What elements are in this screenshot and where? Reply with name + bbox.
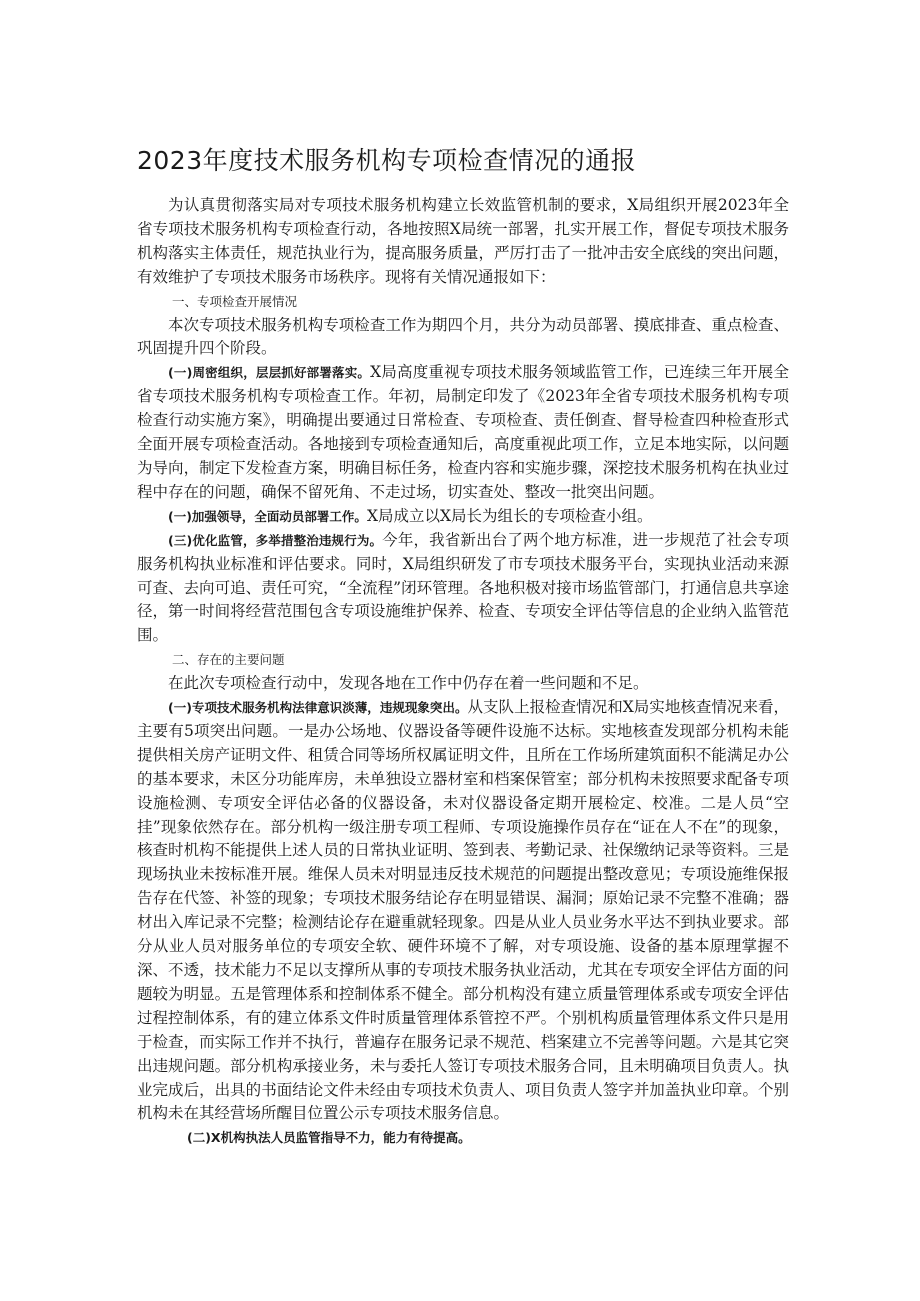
section1-item-1-lead: (一)周密组织，层层抓好部署落实。 [168,365,371,381]
document-body [137,194,789,1150]
section2-item-1 [137,696,789,1126]
section1-item-2 [137,505,789,529]
section2-item-1-text: 从支队上报检查情况和X局实地核查情况来看，主要有5项突出问题。一是办公场地、仪器设备等硬件设施不达标。实地核查发现部分机构未能提供相关房产证明文件、租赁合同等场所权属证明文件，且所在工作场所建筑面积不能满足办公的基本要求，未区分功能库房，未单独设立器材室和档案保管室；部分机构未按照要求配备专项设施检测、专项安全评估必备的仪器设备，未对仪器设备定期开展检定、校准。二是人员“空挂”现象依然存在。部分机构一级注册专项工程师、专项设施操作员存在“证在人不在”的现象，核查时机构不能提供上述人员的日常执业证明、签到表、考勤记录、社保缴纳记录等资料。三是现场执业未按标准开展。维保人员未对明显违反技术规范的问题提出整改意见；专项设施维保报告存在代签、补签的现象；专项技术服务结论存在明显错误、漏洞；原始记录不完整不准确；器材出入库记录不完整；检测结论存在避重就轻现象。四是从业人员业务水平达不到执业要求。部分从业人员对服务单位的专项安全软、硬件环境不了解，对专项设施、设备的基本原理掌握不深、不透，技术能力不足以支撑所从事的专项技术服务执业活动，尤其在专项安全评估方面的问题较为明显。五是管理体系和控制体系不健全。部分机构没有建立质量管理体系或专项安全评估过程控制体系，有的建立体系文件时质量管理体系管控不严。个别机构质量管理体系文件只是用于检查，而实际工作并不执行，普遍存在服务记录不规范、档案建立不完善等问题。六是其它突出违规问题。部分机构承接业务，未与委托人签订专项技术服务合同，且未明确项目负责人。执业完成后，出具的书面结论文件未经由专项技术负责人、项目负责人签字并加盖执业印章。个别机构未在其经营场所醒目位置公示专项技术服务信息。 [137,698,789,1123]
section2-summary: 在此次专项检查行动中，发现各地在工作中仍存在着一些问题和不足。 [168,674,649,693]
section1-item-3-text: 今年，我省新出台了两个地方标准，进一步规范了社会专项服务机构执业标准和评估要求。同时，X局组织研发了市专项技术服务平台，实现执业活动来源可查、去向可追、责任可究，“全流程”闭环管理。各地积极对接市场监管部门，打通信息共享途径，第一时间将经营范围包含专项设施维护保养、检查、专项安全评估等信息的企业纳入监管范围。 [137,530,789,645]
section1-item-1-text: X局高度重视专项技术服务领域监管工作，已连续三年开展全省专项技术服务机构专项检查工作。年初，局制定印发了《2023年全省专项技术服务机构专项检查行动实施方案》，明确提出要通过日常检查、专项检查、责任倒查、督导检查四种检查形式全面开展专项检查活动。各地接到专项检查通知后，高度重视此项工作，立足本地实际，以问题为导向，制定下发检查方案，明确目标任务，检查内容和实施步骤，深挖技术服务机构在执业过程中存在的问题，确保不留死角、不走过场，切实查处、整改一批突出问题。 [137,363,789,501]
section1-heading: 一、专项检查开展情况 [172,293,298,309]
section2-heading: 二、存在的主要问题 [172,652,285,668]
section1-item-2-lead: (一)加强领导，全面动员部署工作。 [168,508,367,524]
section1-summary: 本次专项技术服务机构专项检查工作为期四个月，共分为动员部署、摸底排查、重点检查、巩固提升四个阶段。 [137,315,789,358]
section1-item-3 [137,529,789,649]
section1-item-1 [137,361,789,504]
section2-item-2-lead: (二)X机构执法人员监管指导不力，能力有待提高。 [187,1130,471,1146]
section2-item-1-lead: (一)专项技术服务机构法律意识淡薄，违规现象突出。 [168,700,468,716]
section1-item-3-lead: (三)优化监管，多举措整治违规行为。 [168,532,383,548]
intro-paragraph: 为认真贯彻落实局对专项技术服务机构建立长效监管机制的要求，X局组织开展2023年全省专项技术服务机构专项检查行动，各地按照X局统一部署，扎实开展工作，督促专项技术服务机构落实主体责任，规范执业行为，提高服务质量，严厉打击了一批冲击安全底线的突出问题，有效维护了专项技术服务市场秩序。现将有关情况通报如下： [137,196,789,286]
document-title: 2023年度技术服务机构专项检查情况的通报 [137,146,637,175]
section1-item-2-text: X局成立以X局长为组长的专项检查小组。 [366,506,653,525]
section2-item-2 [137,1126,789,1150]
